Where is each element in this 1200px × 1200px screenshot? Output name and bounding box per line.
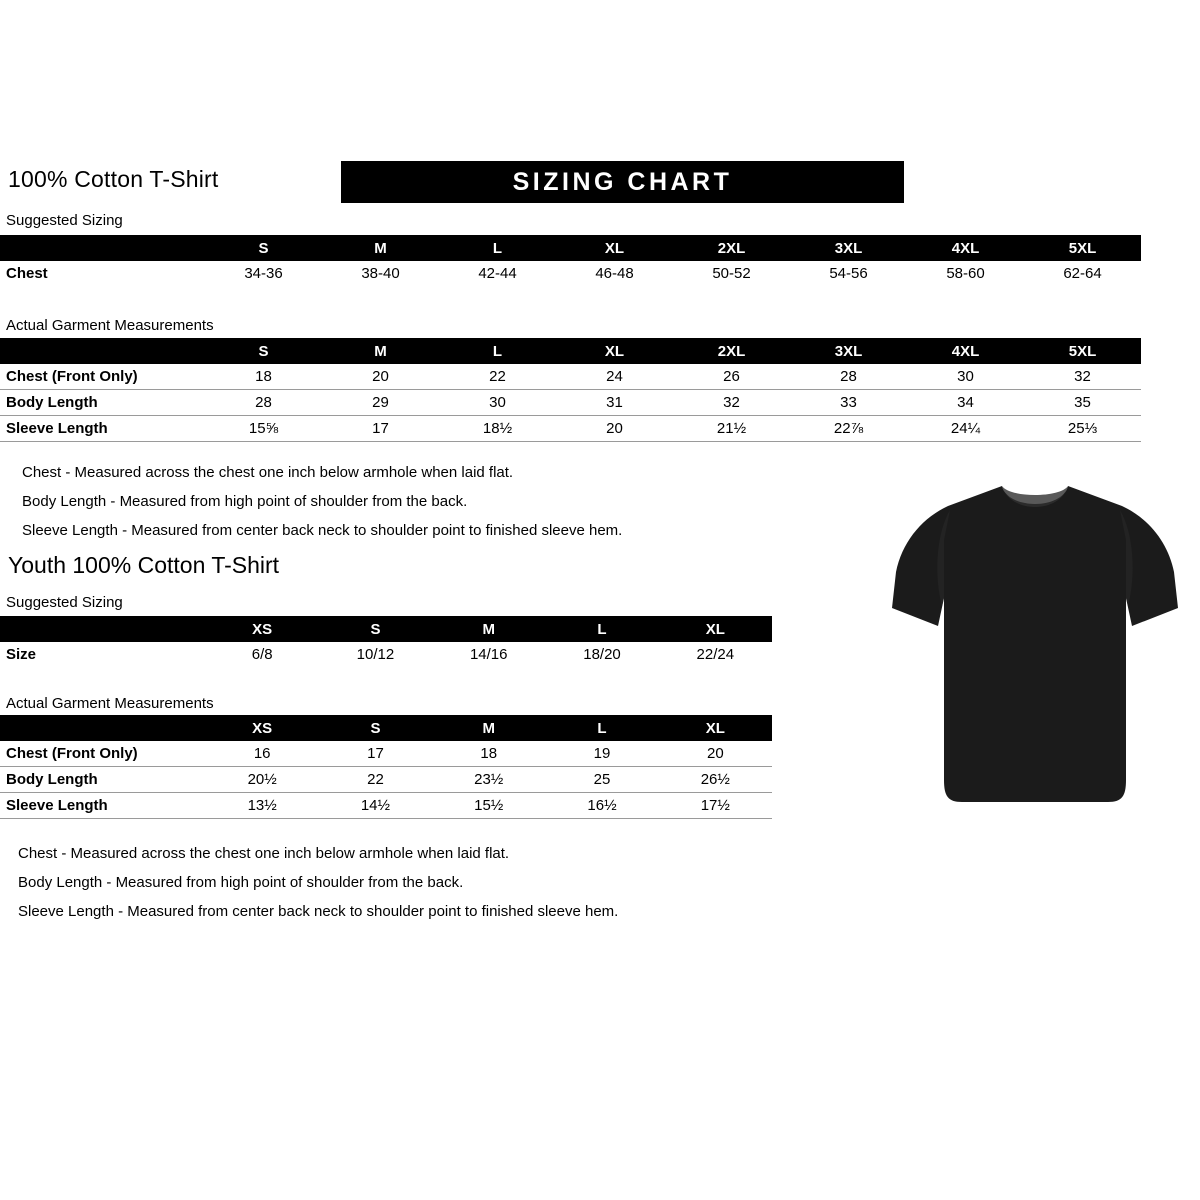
cell: 26 (673, 364, 790, 390)
cell: 15⅝ (205, 416, 322, 442)
cell: 22⅞ (790, 416, 907, 442)
cell: 20 (322, 364, 439, 390)
adult-actual-measurements-label: Actual Garment Measurements (6, 317, 214, 334)
table-row (0, 741, 772, 767)
youth-actual-measurements-label: Actual Garment Measurements (6, 695, 214, 712)
tshirt-product-image (890, 480, 1180, 810)
cell: 20 (556, 416, 673, 442)
cell: 16 (206, 741, 319, 767)
column-header: M (322, 235, 439, 261)
cell: 10/12 (356, 646, 395, 663)
cell: 46-48 (595, 265, 634, 282)
cell: 17½ (659, 793, 772, 819)
cell: 6/8 (251, 646, 273, 663)
column-header: 5XL (1024, 338, 1141, 364)
youth-note-sleeve-length: Sleeve Length - Measured from center back neck to shoulder point to finished sleeve hem. (18, 903, 619, 920)
cell: 31 (556, 390, 673, 416)
corner-cell (0, 235, 205, 261)
cell: 22/24 (696, 646, 735, 663)
row-label: Chest (Front Only) (0, 741, 206, 767)
table-row (0, 261, 1141, 286)
cell: 15½ (432, 793, 545, 819)
column-header: 5XL (1024, 235, 1141, 261)
table-row (0, 767, 772, 793)
cell: 21½ (673, 416, 790, 442)
column-header: S (205, 338, 322, 364)
adult-product-title: 100% Cotton T-Shirt (8, 166, 219, 192)
adult-suggested-sizing-table (0, 235, 1141, 286)
column-header: L (545, 715, 658, 741)
cell: 38-40 (361, 265, 400, 282)
cell: 62-64 (1063, 265, 1102, 282)
cell: 29 (322, 390, 439, 416)
column-header: M (432, 616, 545, 642)
youth-note-body-length: Body Length - Measured from high point of shoulder from the back. (18, 874, 464, 891)
cell: 24¼ (907, 416, 1024, 442)
youth-suggested-sizing-label: Suggested Sizing (6, 594, 123, 611)
cell: 34-36 (244, 265, 283, 282)
cell: 19 (545, 741, 658, 767)
row-label: Size (6, 646, 37, 663)
column-header: XL (659, 616, 772, 642)
column-header: 2XL (673, 235, 790, 261)
table-header-row (0, 235, 1141, 261)
cell: 18 (432, 741, 545, 767)
cell: 25 (545, 767, 658, 793)
sizing-chart-banner (341, 161, 904, 203)
cell: 18½ (439, 416, 556, 442)
cell: 32 (1024, 364, 1141, 390)
cell: 18 (205, 364, 322, 390)
row-label: Body Length (0, 390, 205, 416)
cell: 25⅓ (1024, 416, 1141, 442)
column-header: XS (206, 616, 319, 642)
column-header: M (432, 715, 545, 741)
table-row (0, 793, 772, 819)
cell: 30 (439, 390, 556, 416)
cell: 58-60 (946, 265, 985, 282)
youth-note-chest: Chest - Measured across the chest one inch below armhole when laid flat. (18, 845, 510, 862)
row-label: Body Length (0, 767, 206, 793)
cell: 22 (439, 364, 556, 390)
cell: 14½ (319, 793, 432, 819)
cell: 20 (659, 741, 772, 767)
cell: 30 (907, 364, 1024, 390)
cell: 34 (907, 390, 1024, 416)
column-header: 4XL (907, 338, 1024, 364)
cell: 14/16 (469, 646, 508, 663)
table-header-row (0, 338, 1141, 364)
column-header: 3XL (790, 338, 907, 364)
adult-note-chest: Chest - Measured across the chest one inch below armhole when laid flat. (22, 464, 514, 481)
adult-suggested-sizing-label: Suggested Sizing (6, 212, 123, 229)
sizing-chart-banner-label: SIZING CHART (512, 168, 733, 196)
table-header-row (0, 715, 772, 741)
adult-actual-measurements-table (0, 338, 1141, 442)
column-header: S (319, 616, 432, 642)
column-header: XL (556, 338, 673, 364)
column-header: XL (556, 235, 673, 261)
column-header: L (545, 616, 658, 642)
table-row (0, 642, 772, 667)
cell: 33 (790, 390, 907, 416)
cell: 28 (205, 390, 322, 416)
cell: 20½ (206, 767, 319, 793)
column-header: S (205, 235, 322, 261)
column-header: M (322, 338, 439, 364)
cell: 24 (556, 364, 673, 390)
cell: 16½ (545, 793, 658, 819)
cell: 23½ (432, 767, 545, 793)
cell: 13½ (206, 793, 319, 819)
cell: 32 (673, 390, 790, 416)
row-label: Chest (6, 265, 48, 282)
adult-note-sleeve-length: Sleeve Length - Measured from center back neck to shoulder point to finished sleeve hem. (22, 522, 623, 539)
column-header: S (319, 715, 432, 741)
table-row (0, 416, 1141, 442)
row-label: Sleeve Length (0, 416, 205, 442)
cell: 17 (319, 741, 432, 767)
table-row (0, 390, 1141, 416)
cell: 17 (322, 416, 439, 442)
cell: 35 (1024, 390, 1141, 416)
cell: 50-52 (712, 265, 751, 282)
column-header: L (439, 338, 556, 364)
column-header: L (439, 235, 556, 261)
corner-cell (0, 616, 206, 642)
youth-suggested-sizing-table (0, 616, 772, 667)
tshirt-body (892, 486, 1178, 802)
youth-actual-measurements-table (0, 715, 772, 819)
cell: 22 (319, 767, 432, 793)
cell: 26½ (659, 767, 772, 793)
table-row (0, 364, 1141, 390)
cell: 18/20 (583, 646, 621, 663)
cell: 42-44 (478, 265, 517, 282)
adult-note-body-length: Body Length - Measured from high point of shoulder from the back. (22, 493, 468, 510)
corner-cell (0, 715, 206, 741)
column-header: XL (659, 715, 772, 741)
row-label: Chest (Front Only) (0, 364, 205, 390)
table-header-row (0, 616, 772, 642)
youth-product-title: Youth 100% Cotton T-Shirt (8, 552, 280, 578)
column-header: 4XL (907, 235, 1024, 261)
cell: 28 (790, 364, 907, 390)
corner-cell (0, 338, 205, 364)
column-header: XS (206, 715, 319, 741)
column-header: 3XL (790, 235, 907, 261)
cell: 54-56 (829, 265, 868, 282)
column-header: 2XL (673, 338, 790, 364)
row-label: Sleeve Length (0, 793, 206, 819)
